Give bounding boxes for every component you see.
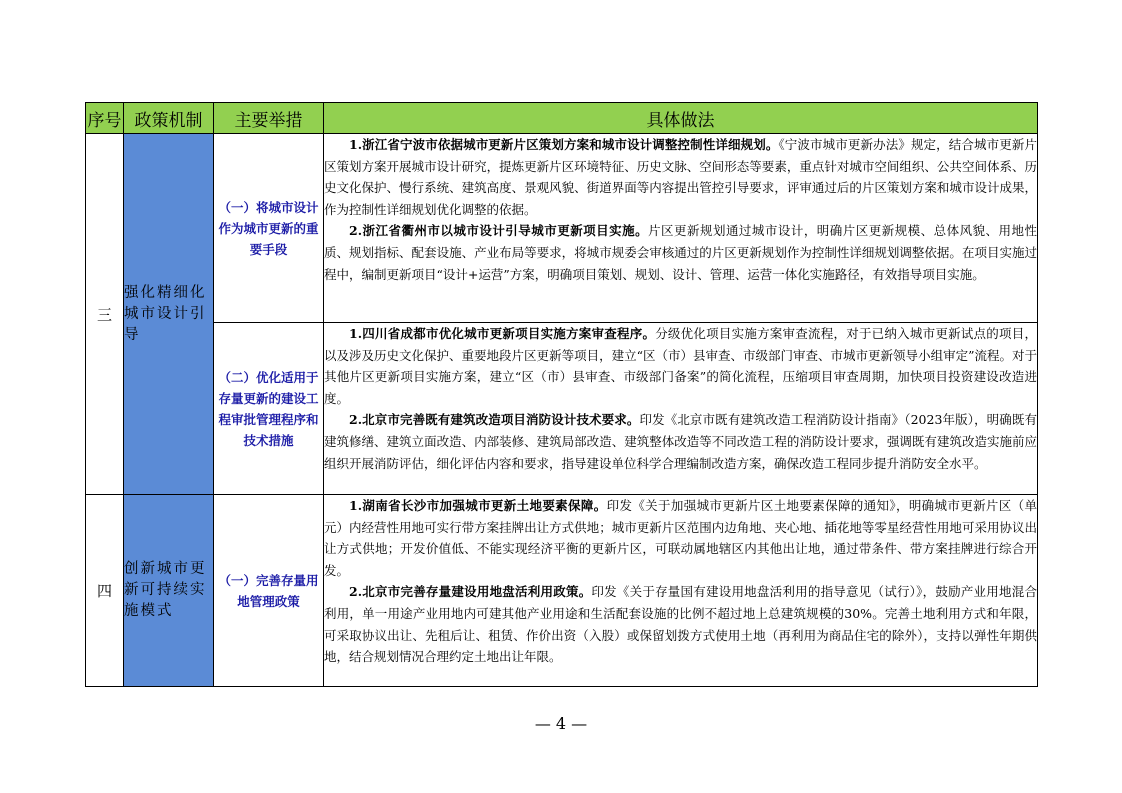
case-title: 1.四川省成都市优化城市更新项目实施方案审查程序。	[349, 326, 656, 341]
case-paragraph	[324, 220, 1037, 285]
case-body: 印发《北京市既有建筑改造工程消防设计指南》（2023年版），明确既有建筑修缮、建筑立面改造、内部装修、建筑局部改造、建筑整体改造等不同改造工程的消防设计要求，强调既有建筑改造实施前应组织开展消防评估，细化评估内容和要求，指导建设单位科学合理编制改造方案，确保改造工程同步提升消防安全水平。	[324, 412, 1037, 471]
case-title: 2.北京市完善存量建设用地盘活利用政策。	[349, 584, 592, 600]
case-body: 印发《关于存量国有建设用地盘活利用的指导意见（试行）》，鼓励产业用地混合利用，单一用途产业用地内可建其他产业用途和生活配套设施的比例不超过地上总建筑规模的30%。完善土地利用方式和年限，可采取协议出让、先租后让、租赁、作价出资（入股）或保留划拨方式使用土地（再利用为商品住宅的除外），支持以弹性年期供地，结合规划情况合理约定土地出让年限。	[324, 584, 1037, 665]
case-paragraph	[324, 134, 1037, 220]
case-body: 分级优化项目实施方案审查流程，对于已纳入城市更新试点的项目，以及涉及历史文化保护、重要地段片区更新等项目，建立“区（市）县审查、市级部门审查、市城市更新领导小组审定”流程。对于其他片区更新项目实施方案，建立“区（市）县审查、市级部门备案”的简化流程，压缩项目审查周期，加快项目投资建设改造进度。	[324, 326, 1037, 406]
header-measure: 主要举措	[214, 103, 324, 134]
table-row	[86, 134, 1038, 323]
seq-cell: 四	[86, 495, 124, 687]
header-seq: 序号	[86, 103, 124, 134]
seq-cell: 三	[86, 134, 124, 495]
mechanism-cell: 创新城市更新可持续实施模式	[124, 495, 214, 687]
case-title: 2.浙江省衢州市以城市设计引导城市更新项目实施。	[349, 223, 649, 239]
detail-cell	[324, 323, 1038, 495]
table-row	[86, 495, 1038, 687]
table-row	[86, 323, 1038, 495]
detail-cell	[324, 495, 1038, 687]
policy-table	[85, 102, 1038, 687]
case-paragraph	[324, 581, 1037, 667]
case-paragraph	[324, 495, 1037, 581]
measure-cell: （一）完善存量用地管理政策	[214, 495, 324, 687]
measure-cell: （二）优化适用于存量更新的建设工程审批管理程序和技术措施	[214, 323, 324, 495]
header-mechanism: 政策机制	[124, 103, 214, 134]
case-body: 片区更新规划通过城市设计，明确片区更新规模、总体风貌、用地性质、规划指标、配套设施、产业布局等要求，将城市规委会审核通过的片区更新规划作为控制性详细规划调整依据。在项目实施过程中，编制更新项目“设计+运营”方案，明确项目策划、规划、设计、管理、运营一体化实施路径，有效指导项目实施。	[324, 223, 1037, 282]
case-body: 印发《关于加强城市更新片区土地要素保障的通知》，明确城市更新片区（单元）内经营性用地可实行带方案挂牌出让方式供地；城市更新片区范围内边角地、夹心地、插花地等零星经营性用地可采用协议出让方式供地；开发价值低、不能实现经济平衡的更新片区，可联动属地辖区内其他出让地，通过带条件、带方案挂牌进行综合开发。	[324, 498, 1037, 578]
case-paragraph	[324, 323, 1037, 409]
table-header-row	[86, 103, 1038, 134]
case-title: 1.浙江省宁波市依据城市更新片区策划方案和城市设计调整控制性详细规划。	[349, 137, 779, 152]
detail-cell	[324, 134, 1038, 323]
case-paragraph	[324, 409, 1037, 474]
case-title: 2.北京市完善既有建筑改造项目消防设计技术要求。	[349, 412, 640, 428]
mechanism-cell: 强化精细化城市设计引导	[124, 134, 214, 495]
header-detail: 具体做法	[324, 103, 1038, 134]
case-body: 《宁波市城市更新办法》规定，结合城市更新片区策划方案开展城市设计研究，提炼更新片区环境特征、历史文脉、空间形态等要素，重点针对城市空间组织、公共空间体系、历史文化保护、慢行系统、建筑高度、景观风貌、街道界面等内容提出管控引导要求，评审通过后的片区策划方案和城市设计成果，作为控制性详细规划优化调整的依据。	[324, 137, 1037, 217]
case-title: 1.湖南省长沙市加强城市更新土地要素保障。	[349, 498, 607, 513]
page-number: — 4 —	[534, 714, 588, 733]
measure-cell: （一）将城市设计作为城市更新的重要手段	[214, 134, 324, 323]
